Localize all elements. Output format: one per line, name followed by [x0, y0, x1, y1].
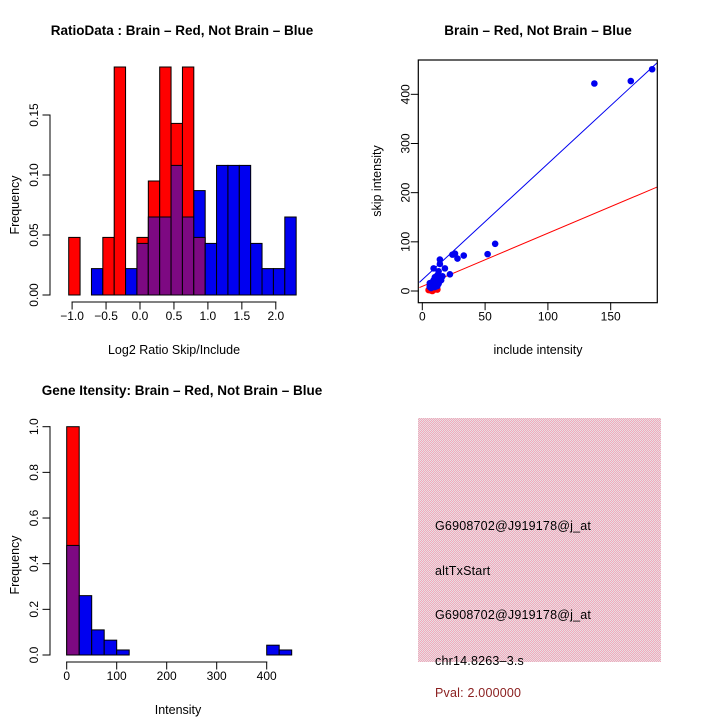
y-tick-label: 0.6 — [27, 509, 41, 527]
x-tick-label: 0 — [63, 669, 71, 683]
hist-bar — [126, 269, 137, 295]
x-tick-label: −0.5 — [94, 309, 118, 323]
panel-intensity-scatter — [360, 0, 720, 360]
hist-bar-overlap — [67, 545, 80, 655]
gene-probe-id-repeat: G6908702@J919178@j_at — [435, 608, 592, 622]
hist-bar — [104, 640, 117, 655]
x-tick-label: 400 — [256, 669, 277, 683]
y-tick-label: 300 — [398, 133, 413, 154]
intensity-scatter-ylabel: skip intensity — [370, 145, 384, 217]
hist-bar — [262, 269, 273, 295]
ratio-histogram-plot — [27, 67, 296, 323]
x-tick-label: 0.5 — [165, 309, 183, 323]
x-tick-label: −1.0 — [60, 309, 84, 323]
y-tick-label: 1.0 — [27, 418, 41, 436]
intensity-scatter-title: Brain – Red, Not Brain – Blue — [444, 23, 632, 38]
x-tick-label: 0.0 — [131, 309, 149, 323]
scatter-point — [454, 255, 461, 262]
hist-bar — [92, 630, 105, 655]
x-tick-label: 2.0 — [267, 309, 285, 323]
x-tick-label: 50 — [478, 309, 492, 324]
hist-bar — [114, 67, 125, 295]
gene-probe-id: G6908702@J919178@j_at — [435, 519, 592, 533]
splice-event-type: altTxStart — [435, 564, 491, 578]
scatter-point — [627, 78, 634, 85]
hist-bar — [251, 243, 262, 295]
scatter-point — [437, 256, 444, 263]
gene-histogram-svg — [0, 360, 360, 720]
hist-bar-overlap — [182, 217, 193, 295]
x-tick-label: 100 — [106, 669, 127, 683]
hist-bar — [228, 165, 239, 295]
y-tick-label: 0.2 — [27, 600, 41, 618]
hist-bar — [273, 269, 284, 295]
scatter-point — [442, 265, 449, 272]
pval-label: Pval: 2.000000 — [435, 686, 522, 700]
scatter-point — [439, 273, 446, 280]
ratio-histogram-title: RatioData : Brain – Red, Not Brain – Blue — [50, 23, 314, 38]
y-tick-label: 100 — [398, 231, 413, 252]
y-tick-label: 0.4 — [27, 555, 41, 573]
y-tick-label: 0.10 — [27, 163, 41, 187]
ratio-histogram-xlabel: Log2 Ratio Skip/Include — [107, 343, 241, 357]
y-tick-label: 0.00 — [27, 283, 41, 307]
scatter-point — [649, 66, 656, 73]
x-tick-label: 0 — [418, 309, 426, 324]
hist-bar — [285, 217, 296, 295]
scatter-point — [484, 251, 491, 258]
intensity-scatter-plot — [398, 60, 658, 324]
hist-bar — [69, 237, 80, 295]
chromosome-location: chr14.8263–3.s — [435, 654, 524, 668]
scatter-point — [460, 252, 467, 259]
x-tick-label: 1.5 — [233, 309, 251, 323]
gene-histogram-ylabel: Frequency — [8, 535, 22, 595]
scatter-point — [492, 240, 499, 247]
x-tick-label: 100 — [537, 309, 558, 324]
hist-bar — [205, 243, 216, 295]
y-tick-label: 0.05 — [27, 223, 41, 247]
gene-histogram-plot — [27, 418, 292, 683]
hist-bar-overlap — [160, 217, 171, 295]
y-tick-label: 400 — [398, 84, 413, 105]
gene-histogram-title: Gene Itensity: Brain – Red, Not Brain – Blue — [41, 383, 323, 398]
hist-bar — [267, 645, 280, 655]
scatter-point — [447, 271, 454, 278]
hist-bar — [279, 650, 292, 655]
gene-histogram-xlabel: Intensity — [154, 703, 202, 717]
hist-bar-overlap — [171, 165, 182, 295]
hist-bar — [91, 269, 102, 295]
y-tick-label: 0 — [398, 287, 413, 295]
fit-line — [419, 186, 658, 287]
y-tick-label: 0.0 — [27, 646, 41, 664]
hist-bar — [239, 165, 250, 295]
y-tick-label: 0.15 — [27, 103, 41, 127]
x-tick-label: 150 — [600, 309, 621, 324]
panel-gene-intensity-histogram — [0, 360, 360, 720]
ratio-histogram-ylabel: Frequency — [8, 175, 22, 235]
hist-bar-overlap — [194, 237, 205, 295]
ratio-histogram-svg — [0, 0, 360, 360]
x-tick-label: 1.0 — [199, 309, 217, 323]
intensity-scatter-xlabel: include intensity — [493, 343, 583, 357]
gene-info-box — [418, 418, 661, 700]
y-tick-label: 200 — [398, 182, 413, 203]
intensity-scatter-svg — [360, 0, 720, 360]
x-tick-label: 300 — [206, 669, 227, 683]
scatter-point — [591, 80, 598, 87]
hist-bar-overlap — [148, 217, 159, 295]
hist-bar — [217, 165, 228, 295]
hist-bar-overlap — [137, 243, 148, 295]
x-tick-label: 200 — [156, 669, 177, 683]
hist-bar — [117, 650, 130, 655]
hist-bar — [103, 237, 114, 295]
y-tick-label: 0.8 — [27, 464, 41, 481]
hist-bar — [79, 596, 92, 655]
panel-ratio-histogram — [0, 0, 360, 360]
plot-box — [418, 60, 657, 303]
fit-line — [419, 62, 658, 283]
